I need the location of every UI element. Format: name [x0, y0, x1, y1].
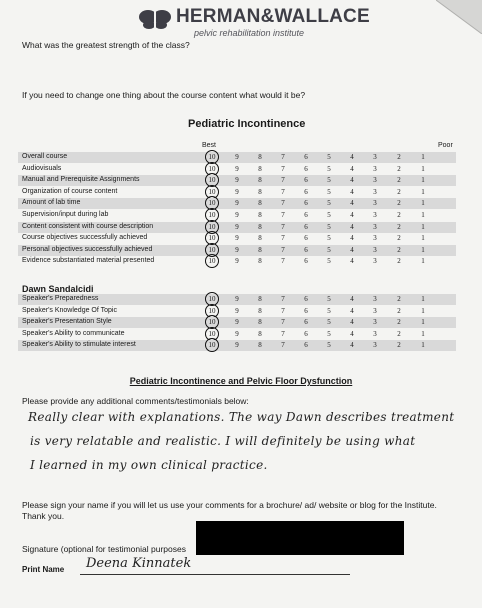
score-option-4: 4 [350, 222, 354, 231]
score-option-7: 7 [281, 234, 285, 243]
brand-title: HERMAN&WALLACE [176, 6, 370, 27]
score-option-3: 3 [373, 295, 377, 303]
course-item-label: Organization of course content [22, 187, 118, 195]
score-option-7: 7 [281, 222, 285, 231]
score-option-2: 2 [397, 176, 401, 185]
score-option-6: 6 [304, 222, 308, 231]
score-option-8: 8 [258, 211, 262, 219]
score-option-4: 4 [350, 176, 354, 185]
score-option-4: 4 [350, 153, 354, 161]
score-option-5: 5 [327, 318, 331, 327]
score-option-9: 9 [235, 187, 239, 196]
score-option-1: 1 [421, 245, 425, 254]
score-option-5: 5 [327, 222, 331, 231]
course-item-label: Content consistent with course description [22, 222, 154, 230]
score-option-3: 3 [373, 318, 377, 327]
score-option-7: 7 [281, 295, 285, 303]
score-option-5: 5 [327, 245, 331, 254]
score-option-5: 5 [327, 306, 331, 315]
score-option-2: 2 [397, 341, 401, 350]
redacted-signature [196, 521, 404, 555]
comment-line-1: Really clear with explanations. The way Dawn describes treatment [28, 410, 455, 424]
score-option-5: 5 [327, 329, 331, 338]
score-option-9: 9 [235, 211, 239, 219]
score-option-8: 8 [258, 222, 262, 231]
score-option-7: 7 [281, 329, 285, 338]
score-option-2: 2 [397, 306, 401, 315]
score-option-7: 7 [281, 257, 285, 266]
score-option-4: 4 [350, 211, 354, 219]
score-option-2: 2 [397, 318, 401, 327]
comments-course-title: Pediatric Incontinence and Pelvic Floor Dysfunction [129, 376, 353, 386]
print-name-line [80, 574, 350, 575]
score-option-6: 6 [304, 164, 308, 173]
score-option-5: 5 [327, 341, 331, 350]
course-item-label: Supervision/input during lab [22, 211, 109, 218]
score-option-1: 1 [421, 164, 425, 173]
score-option-8: 8 [258, 164, 262, 173]
score-option-1: 1 [421, 318, 425, 327]
score-option-7: 7 [281, 164, 285, 173]
score-option-2: 2 [397, 257, 401, 266]
score-option-8: 8 [258, 234, 262, 243]
score-option-6: 6 [304, 245, 308, 254]
score-option-10: 10 [208, 245, 216, 254]
score-option-6: 6 [304, 341, 308, 350]
score-option-8: 8 [258, 257, 262, 266]
brand-subtitle: pelvic rehabilitation institute [194, 28, 305, 38]
course-row [18, 152, 456, 163]
course-row [18, 222, 456, 233]
score-option-10: 10 [208, 164, 216, 173]
score-option-1: 1 [421, 295, 425, 303]
score-option-2: 2 [397, 245, 401, 254]
score-option-3: 3 [373, 153, 377, 161]
score-option-8: 8 [258, 187, 262, 196]
score-option-4: 4 [350, 199, 354, 208]
score-option-6: 6 [304, 306, 308, 315]
score-option-10: 10 [208, 176, 216, 185]
score-option-2: 2 [397, 153, 401, 161]
print-name-value: Deena Kinnatek [86, 556, 192, 571]
score-option-10: 10 [208, 222, 216, 231]
score-option-1: 1 [421, 153, 425, 161]
score-option-3: 3 [373, 306, 377, 315]
score-option-7: 7 [281, 318, 285, 327]
score-option-5: 5 [327, 257, 331, 266]
score-option-9: 9 [235, 306, 239, 315]
speaker-row [18, 306, 456, 317]
score-option-3: 3 [373, 341, 377, 350]
score-option-7: 7 [281, 153, 285, 161]
selected-rating-circle [205, 254, 219, 268]
score-option-10: 10 [208, 199, 216, 208]
score-option-8: 8 [258, 153, 262, 161]
selected-rating-circle [205, 338, 219, 352]
score-option-4: 4 [350, 306, 354, 315]
score-option-4: 4 [350, 164, 354, 173]
score-option-10: 10 [208, 329, 216, 338]
score-option-8: 8 [258, 176, 262, 185]
score-option-8: 8 [258, 306, 262, 315]
speaker-item-label: Speaker's Knowledge Of Topic [22, 306, 117, 314]
course-row [18, 256, 456, 267]
score-option-10: 10 [208, 234, 216, 243]
score-option-5: 5 [327, 153, 331, 161]
speaker-item-label: Speaker's Ability to communicate [22, 329, 125, 337]
course-item-label: Course objectives successfully achieved [22, 234, 148, 242]
folded-page-corner [436, 0, 482, 34]
score-option-6: 6 [304, 153, 308, 161]
score-option-5: 5 [327, 176, 331, 185]
course-row [18, 245, 456, 256]
score-option-4: 4 [350, 341, 354, 350]
score-option-3: 3 [373, 176, 377, 185]
course-row [18, 164, 456, 175]
institute-logo [138, 6, 368, 42]
score-option-3: 3 [373, 222, 377, 231]
question-strength: What was the greatest strength of the class? [22, 40, 190, 50]
speaker-item-label: Speaker's Ability to stimulate interest [22, 341, 136, 349]
score-option-5: 5 [327, 295, 331, 303]
score-option-10: 10 [208, 211, 216, 219]
course-row [18, 233, 456, 244]
score-option-4: 4 [350, 187, 354, 196]
score-option-10: 10 [208, 257, 216, 266]
score-option-2: 2 [397, 329, 401, 338]
signature-label: Signature (optional for testimonial purposes [22, 544, 186, 554]
score-option-9: 9 [235, 318, 239, 327]
score-option-1: 1 [421, 176, 425, 185]
score-option-7: 7 [281, 176, 285, 185]
score-option-9: 9 [235, 164, 239, 173]
score-option-4: 4 [350, 329, 354, 338]
score-option-3: 3 [373, 234, 377, 243]
score-option-8: 8 [258, 245, 262, 254]
score-option-6: 6 [304, 318, 308, 327]
score-option-8: 8 [258, 318, 262, 327]
speaker-row [18, 317, 456, 328]
score-option-9: 9 [235, 295, 239, 303]
score-option-10: 10 [208, 306, 216, 315]
score-option-10: 10 [208, 318, 216, 327]
score-option-1: 1 [421, 199, 425, 208]
score-option-3: 3 [373, 211, 377, 219]
score-option-2: 2 [397, 199, 401, 208]
score-option-1: 1 [421, 211, 425, 219]
score-option-1: 1 [421, 222, 425, 231]
score-option-4: 4 [350, 257, 354, 266]
score-option-3: 3 [373, 187, 377, 196]
score-option-1: 1 [421, 187, 425, 196]
score-option-8: 8 [258, 329, 262, 338]
score-option-10: 10 [208, 295, 216, 303]
course-row [18, 175, 456, 186]
score-option-7: 7 [281, 306, 285, 315]
course-item-label: Overall course [22, 153, 68, 160]
comment-line-2: is very relatable and realistic. I will definitely be using what [30, 434, 416, 448]
print-name-label: Print Name [22, 565, 65, 574]
course-row [18, 187, 456, 198]
score-option-7: 7 [281, 199, 285, 208]
permission-text-1: Please sign your name if you will let us use your comments for a brochure/ ad/ website or blog for the Institute. [22, 500, 437, 510]
score-option-2: 2 [397, 234, 401, 243]
poor-label: Poor [438, 142, 453, 149]
score-option-6: 6 [304, 199, 308, 208]
score-option-6: 6 [304, 234, 308, 243]
course-item-label: Amount of lab time [22, 199, 81, 207]
score-option-5: 5 [327, 234, 331, 243]
butterfly-logo-icon [138, 8, 172, 30]
comment-line-3: I learned in my own clinical practice. [30, 458, 268, 472]
score-option-5: 5 [327, 211, 331, 219]
speaker-item-label: Speaker's Presentation Style [22, 318, 112, 326]
course-row [18, 210, 456, 221]
score-option-1: 1 [421, 234, 425, 243]
score-option-2: 2 [397, 211, 401, 219]
score-option-1: 1 [421, 341, 425, 350]
score-option-5: 5 [327, 187, 331, 196]
score-option-9: 9 [235, 176, 239, 185]
score-option-1: 1 [421, 329, 425, 338]
best-label: Best [202, 142, 217, 149]
score-option-9: 9 [235, 245, 239, 254]
score-option-10: 10 [208, 341, 216, 350]
score-option-2: 2 [397, 295, 401, 303]
score-option-6: 6 [304, 295, 308, 303]
comments-prompt: Please provide any additional comments/testimonials below: [22, 396, 249, 406]
score-option-6: 6 [304, 187, 308, 196]
score-option-6: 6 [304, 176, 308, 185]
score-option-5: 5 [327, 199, 331, 208]
course-ratings-title: Pediatric Incontinence [188, 118, 306, 130]
score-option-1: 1 [421, 257, 425, 266]
score-option-7: 7 [281, 187, 285, 196]
score-option-6: 6 [304, 257, 308, 266]
score-option-2: 2 [397, 222, 401, 231]
score-option-4: 4 [350, 318, 354, 327]
course-item-label: Manual and Prerequisite Assignments [22, 176, 140, 184]
score-option-4: 4 [350, 234, 354, 243]
speaker-row [18, 294, 456, 305]
course-row [18, 198, 456, 209]
score-option-8: 8 [258, 341, 262, 350]
course-item-label: Evidence substantiated material presented [22, 257, 155, 265]
score-option-5: 5 [327, 164, 331, 173]
score-option-2: 2 [397, 164, 401, 173]
score-option-3: 3 [373, 164, 377, 173]
permission-text-2: Thank you. [22, 511, 65, 521]
score-option-3: 3 [373, 199, 377, 208]
question-change: If you need to change one thing about the course content what would it be? [22, 90, 306, 100]
speaker-row [18, 340, 456, 351]
score-option-9: 9 [235, 341, 239, 350]
score-option-9: 9 [235, 329, 239, 338]
score-option-7: 7 [281, 211, 285, 219]
score-option-9: 9 [235, 222, 239, 231]
speaker-item-label: Speaker's Preparedness [22, 295, 99, 302]
score-option-7: 7 [281, 245, 285, 254]
score-option-8: 8 [258, 295, 262, 303]
score-option-6: 6 [304, 211, 308, 219]
score-option-6: 6 [304, 329, 308, 338]
score-option-9: 9 [235, 199, 239, 208]
score-option-3: 3 [373, 329, 377, 338]
score-option-4: 4 [350, 245, 354, 254]
course-item-label: Personal objectives successfully achieved [22, 245, 153, 253]
score-option-9: 9 [235, 153, 239, 161]
score-option-3: 3 [373, 257, 377, 266]
instructor-name: Dawn Sandalcidi [22, 284, 94, 294]
score-option-2: 2 [397, 187, 401, 196]
score-option-9: 9 [235, 234, 239, 243]
speaker-row [18, 329, 456, 340]
score-option-10: 10 [208, 187, 216, 196]
score-option-8: 8 [258, 199, 262, 208]
course-item-label: Audiovisuals [22, 164, 62, 172]
score-option-4: 4 [350, 295, 354, 303]
score-option-7: 7 [281, 341, 285, 350]
score-option-9: 9 [235, 257, 239, 266]
score-option-3: 3 [373, 245, 377, 254]
score-option-1: 1 [421, 306, 425, 315]
score-option-10: 10 [208, 153, 216, 161]
